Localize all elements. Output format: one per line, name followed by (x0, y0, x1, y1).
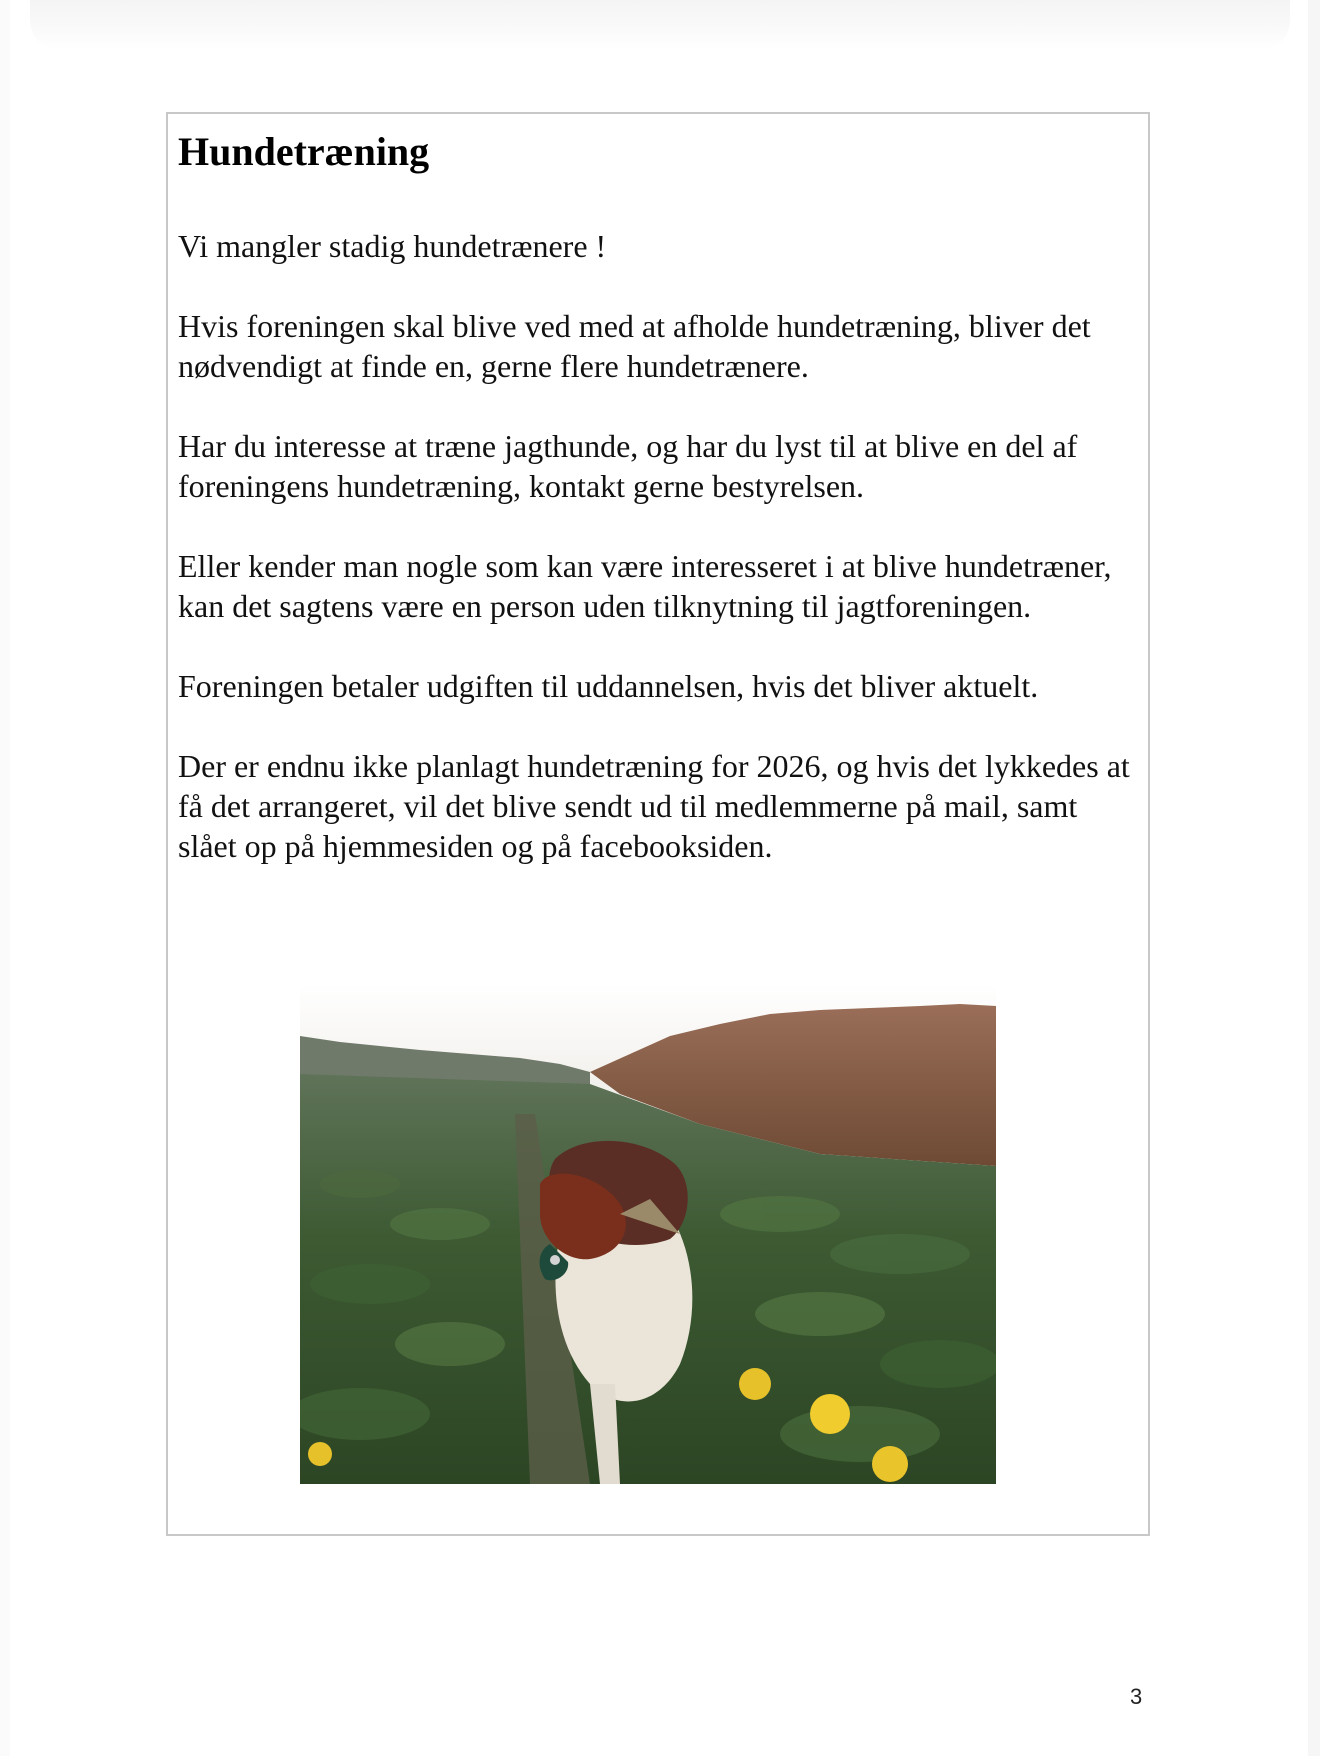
article-body (178, 226, 1138, 906)
page-right-edge (1308, 0, 1320, 1756)
flower-4 (308, 1442, 332, 1466)
article-frame (166, 112, 1150, 1536)
flower-3 (872, 1446, 908, 1482)
paragraph-4: Eller kender man nogle som kan være interesseret i at blive hundetræner, kan det sagtens være en person uden tilknytning til jagtforeningen. (178, 548, 1112, 624)
paragraph-5: Foreningen betaler udgiften til uddannelsen, hvis det bliver aktuelt. (178, 668, 1039, 704)
paragraph-2: Hvis foreningen skal blive ved med at afholde hundetræning, bliver det nødvendigt at finde en, gerne flere hundetrænere. (178, 308, 1091, 384)
paragraph-1: Vi mangler stadig hundetrænere ! (178, 228, 607, 264)
page-top-shadow (30, 0, 1290, 50)
flower-2 (810, 1394, 850, 1434)
paragraph-3: Har du interesse at træne jagthunde, og har du lyst til at blive en del af foreningens hundetræning, kontakt gerne bestyrelsen. (178, 428, 1078, 504)
dog-with-pheasant-photo (300, 984, 996, 1484)
pheasant-ring (550, 1255, 560, 1265)
page-left-edge (0, 0, 10, 1756)
paragraph-6: Der er endnu ikke planlagt hundetræning for 2026, og hvis det lykkedes at få det arrangeret, vil det blive sendt ud til medlemmerne på mail, samt slået op på hjemmesiden og på facebooksiden. (178, 748, 1130, 864)
flower-1 (739, 1368, 771, 1400)
article-heading: Hundetræning (178, 129, 430, 174)
page-number: 3 (1130, 1684, 1143, 1709)
